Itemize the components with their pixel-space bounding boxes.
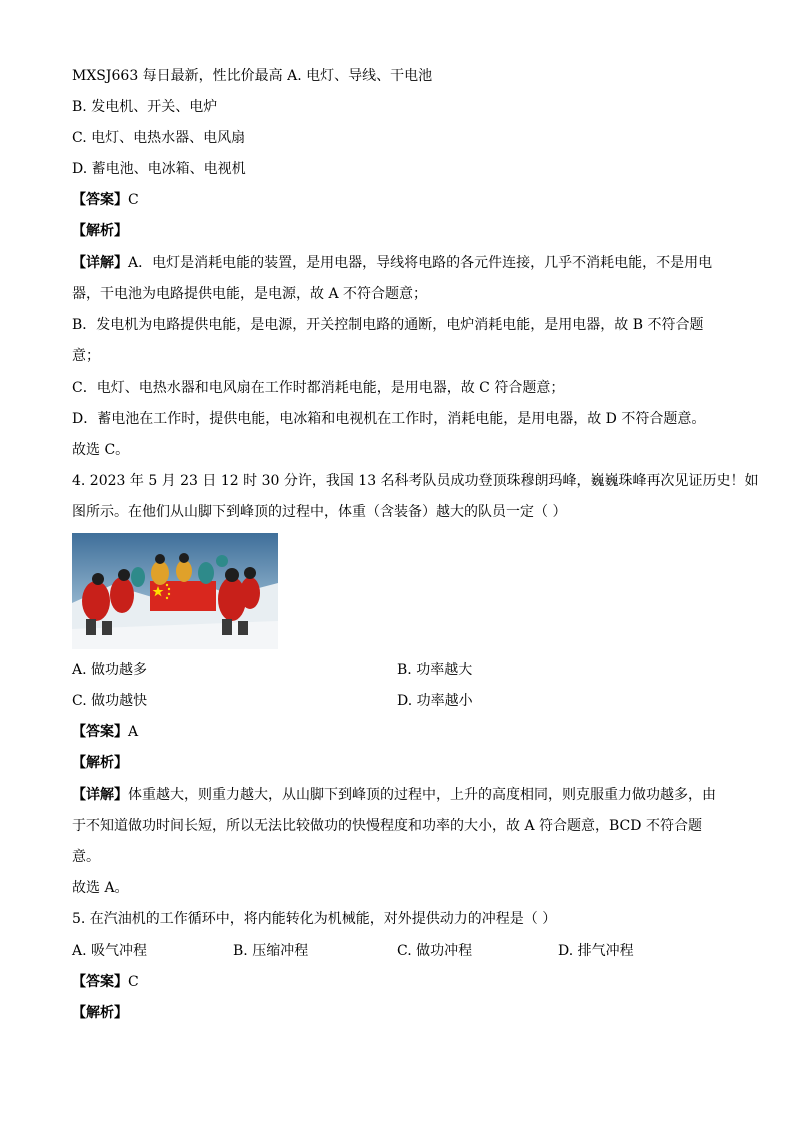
q3-detail-line-6: D．蓄电池在工作时，提供电能，电冰箱和电视机在工作时，消耗电能，是用电器，故 D 不符合题意。 <box>72 411 706 427</box>
q5-analysis-tag: 【解析】 <box>72 1005 128 1021</box>
q3-detail-line-1 <box>72 253 712 273</box>
q3-option-d: D. 蓄电池、电冰箱、电视机 <box>72 161 246 177</box>
q3-conclusion: 故选 C。 <box>72 442 130 458</box>
answer-tag: 【答案】 <box>72 192 128 208</box>
q3-detail-line-2: 器，干电池为电路提供电能，是电源，故 A 不符合题意； <box>72 286 428 302</box>
detail-text: A．电灯是消耗电能的装置，是用电器，导线将电路的各元件连接，几乎不消耗电能，不是用电 <box>128 255 713 271</box>
photo-illustration <box>72 533 278 649</box>
q5-option-b: B. 压缩冲程 <box>233 943 309 959</box>
q4-detail-line-2: 于不知道做功时间长短，所以无法比较做功的快慢程度和功率的大小，故 A 符合题意，BCD 不符合题 <box>72 818 702 834</box>
answer-tag: 【答案】 <box>72 974 128 990</box>
q3-detail-line-5: C．电灯、电热水器和电风扇在工作时都消耗电能，是用电器，故 C 符合题意； <box>72 380 565 396</box>
q3-analysis-tag: 【解析】 <box>72 223 128 239</box>
q4-stem-line-1: 4. 2023 年 5 月 23 日 12 时 30 分许，我国 13 名科考队员成功登顶珠穆朗玛峰，巍巍珠峰再次见证历史！如 <box>72 473 759 489</box>
detail-tag: 【详解】 <box>72 787 128 803</box>
answer-value: C <box>128 974 139 990</box>
q4-option-a: A. 做功越多 <box>72 662 148 678</box>
q3-answer <box>72 190 139 210</box>
q4-analysis-tag: 【解析】 <box>72 755 128 771</box>
q4-detail-line-3: 意。 <box>72 849 100 865</box>
q3-detail-line-4: 意； <box>72 348 100 364</box>
q4-stem-line-2: 图所示。在他们从山脚下到峰顶的过程中，体重（含装备）越大的队员一定（ ） <box>72 504 567 520</box>
detail-tag: 【详解】 <box>72 255 128 271</box>
q4-option-d: D. 功率越小 <box>397 693 473 709</box>
q5-stem: 5. 在汽油机的工作循环中，将内能转化为机械能，对外提供动力的冲程是（ ） <box>72 911 557 927</box>
q3-detail-line-3: B．发电机为电路提供电能，是电源，开关控制电路的通断，电炉消耗电能，是用电器，故 B 不符合题 <box>72 317 704 333</box>
q5-option-d: D. 排气冲程 <box>558 943 634 959</box>
q4-answer <box>72 722 138 742</box>
answer-value: C <box>128 192 139 208</box>
q3-header-option-a: MXSJ663 每日最新，性比价最高 A. 电灯、导线、干电池 <box>72 68 433 84</box>
q5-option-a: A. 吸气冲程 <box>72 943 148 959</box>
everest-team-photo <box>72 533 278 649</box>
q3-option-b: B. 发电机、开关、电炉 <box>72 99 218 115</box>
detail-text: 体重越大，则重力越大，从山脚下到峰顶的过程中，上升的高度相同，则克服重力做功越多，由 <box>128 787 716 803</box>
q5-option-c: C. 做功冲程 <box>397 943 473 959</box>
q3-option-c: C. 电灯、电热水器、电风扇 <box>72 130 246 146</box>
q4-conclusion: 故选 A。 <box>72 880 129 896</box>
answer-value: A <box>128 724 139 740</box>
q4-detail-line-1 <box>72 785 716 805</box>
answer-tag: 【答案】 <box>72 724 128 740</box>
q4-option-c: C. 做功越快 <box>72 693 148 709</box>
q5-answer <box>72 972 139 992</box>
q4-option-b: B. 功率越大 <box>397 662 473 678</box>
